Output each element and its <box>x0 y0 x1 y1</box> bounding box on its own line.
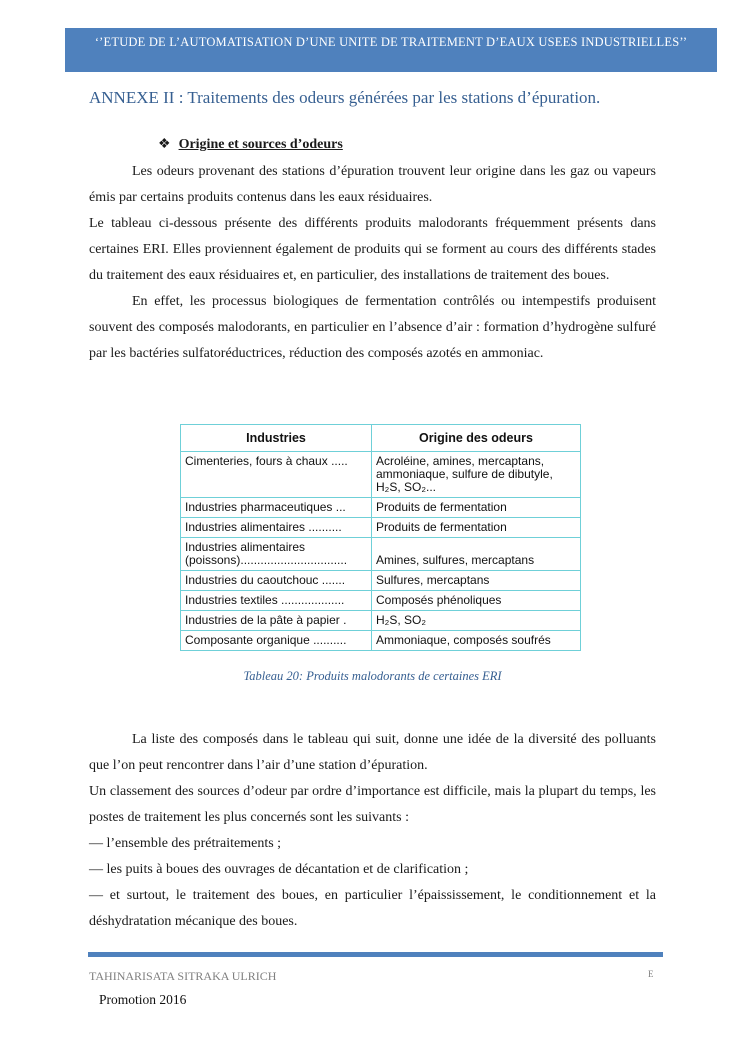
table-header-row <box>181 425 581 452</box>
table-cell-industry <box>181 538 372 571</box>
origin-text: Acroléine, amines, mercaptans, ammoniaque, sulfure de dibutyle, <box>376 454 553 481</box>
table-cell-industry: Composante organique .......... <box>181 631 372 651</box>
table-row <box>181 538 581 571</box>
paragraph: La liste des composés dans le tableau qui suit, donne une idée de la diversité des polluants que l’on peut rencontrer dans l’air d’une station d’épuration. <box>89 732 656 773</box>
table-row <box>181 452 581 498</box>
section-heading-text: Origine et sources d’odeurs <box>178 137 343 152</box>
table-cell-origin: H₂S, SO₂ <box>372 611 581 631</box>
table-cell-origin: Ammoniaque, composés soufrés <box>372 631 581 651</box>
annex-title: ANNEXE II : Traitements des odeurs générées par les stations d’épuration. <box>89 88 601 107</box>
industry-text-line2: (poissons)................................ <box>185 553 348 567</box>
page-number: E <box>648 969 654 979</box>
paragraph: Un classement des sources d’odeur par ordre d’importance est difficile, mais la plupart du temps, les postes de traitement les plus concernés sont les suivants : <box>89 784 656 825</box>
section-heading <box>158 136 343 153</box>
intro-text <box>89 159 656 367</box>
table-cell-origin: Amines, sulfures, mercaptans <box>372 538 581 571</box>
table-row <box>181 611 581 631</box>
header-band <box>65 28 717 72</box>
list-item: — et surtout, le traitement des boues, en particulier l’épaississement, le conditionnement et la déshydratation mécanique des boues. <box>89 888 656 929</box>
table-cell-origin: Produits de fermentation <box>372 518 581 538</box>
table-row <box>181 498 581 518</box>
origin-text-line2: H₂S, SO₂... <box>376 480 436 494</box>
footer-rule <box>88 952 663 957</box>
paragraph: Le tableau ci-dessous présente des différents produits malodorants fréquemment présents dans certaines ERI. Elles proviennent également de produits qui se forment au cours des différents stades du traitement des eaux résiduaires et, en particulier, des installations de traitement des boues. <box>89 216 656 283</box>
table-cell-industry: Industries textiles ................... <box>181 591 372 611</box>
table-row <box>181 631 581 651</box>
table-row <box>181 518 581 538</box>
odor-table <box>180 424 581 651</box>
table-row <box>181 571 581 591</box>
table-caption: Tableau 20: Produits malodorants de certaines ERI <box>243 669 502 683</box>
closing-text <box>89 727 656 935</box>
table-cell-origin: Produits de fermentation <box>372 498 581 518</box>
industry-text: Industries alimentaires <box>185 540 306 554</box>
document-title: ‘’ETUDE DE L’AUTOMATISATION D’UNE UNITE DE TRAITEMENT D’EAUX USEES INDUSTRIELLES’’ <box>94 35 688 49</box>
diamond-bullet-icon: ❖ <box>158 137 171 152</box>
table-header: Origine des odeurs <box>372 425 581 452</box>
table-cell-industry: Industries alimentaires .......... <box>181 518 372 538</box>
list-item: — les puits à boues des ouvrages de décantation et de clarification ; <box>89 862 469 877</box>
table-cell-origin: Composés phénoliques <box>372 591 581 611</box>
paragraph: Les odeurs provenant des stations d’épuration trouvent leur origine dans les gaz ou vapeurs émis par certains produits contenus dans les eaux résiduaires. <box>89 164 656 205</box>
table-cell-industry: Industries de la pâte à papier . <box>181 611 372 631</box>
table-cell-industry: Industries pharmaceutiques ... <box>181 498 372 518</box>
table-cell-industry: Cimenteries, fours à chaux ..... <box>181 452 372 498</box>
table-cell-origin: Sulfures, mercaptans <box>372 571 581 591</box>
table-cell-industry: Industries du caoutchouc ....... <box>181 571 372 591</box>
paragraph: En effet, les processus biologiques de fermentation contrôlés ou intempestifs produisent souvent des composés malodorants, en particulier en l’absence d’air : formation d’hydrogène sulfuré par les bactéries sulfatoréductrices, réduction des composés azotés en ammoniac. <box>89 294 656 361</box>
table-cell-origin <box>372 452 581 498</box>
footer-promotion: Promotion 2016 <box>99 992 187 1007</box>
table-row <box>181 591 581 611</box>
footer-author: TAHINARISATA SITRAKA ULRICH <box>89 969 277 983</box>
list-item: — l’ensemble des prétraitements ; <box>89 836 282 851</box>
table-header: Industries <box>181 425 372 452</box>
